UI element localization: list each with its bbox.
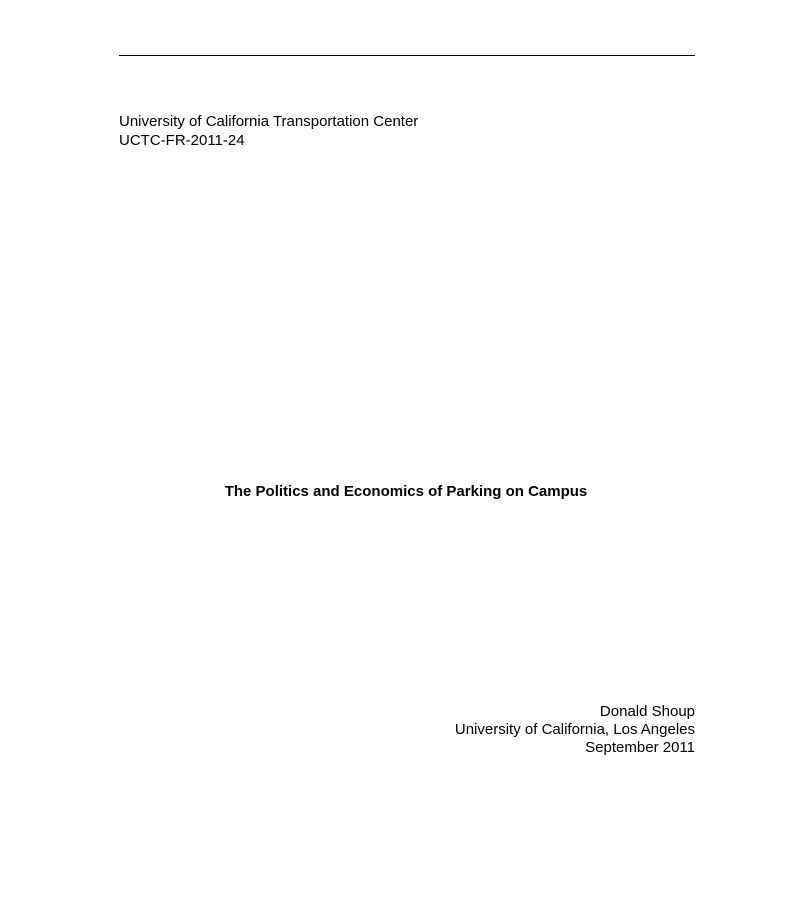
report-number: UCTC-FR-2011-24 bbox=[119, 132, 245, 149]
author-name: Donald Shoup bbox=[599, 703, 695, 720]
author-block bbox=[455, 703, 695, 757]
report-header bbox=[119, 112, 418, 150]
document-title: The Politics and Economics of Parking on Campus bbox=[224, 483, 588, 500]
publication-date: September 2011 bbox=[585, 739, 695, 756]
institution-name: University of California Transportation Center bbox=[119, 113, 419, 130]
author-affiliation: University of California, Los Angeles bbox=[454, 721, 695, 738]
top-horizontal-rule bbox=[119, 55, 695, 56]
